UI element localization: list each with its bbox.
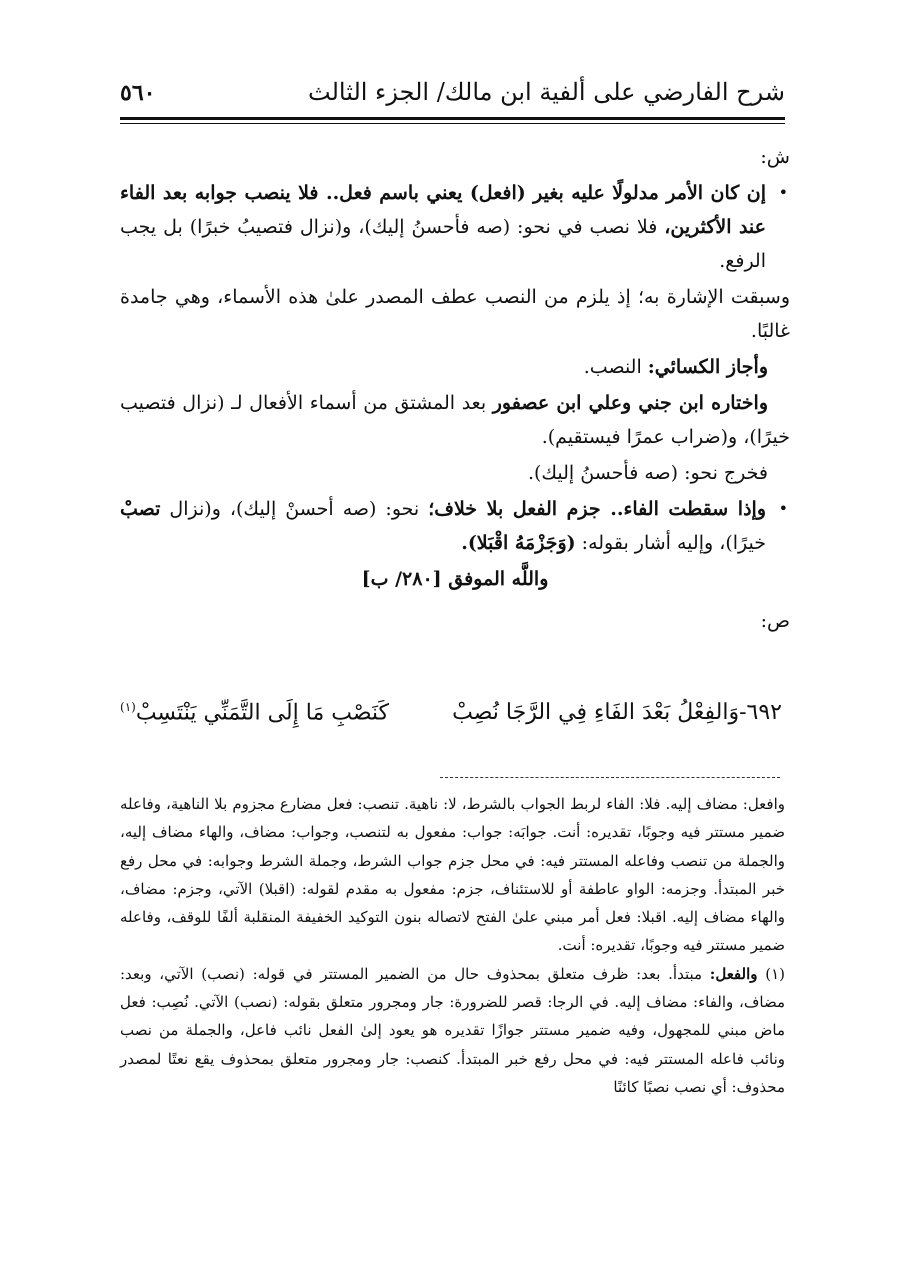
paragraph-3 (120, 386, 790, 454)
footnotes (120, 790, 785, 1101)
bullet-2-bold: وإذا سقطت الفاء.. جزم الفعل بلا خلاف؛ (428, 498, 766, 520)
verse-hemistich-2 (120, 700, 389, 725)
footnote-1 (120, 960, 785, 1101)
footnote-1-text: مبتدأ. بعد: ظرف متعلق بمحذوف حال من الضمير المستتر في قوله: (نصب) الآتي، وبعد: مضاف، والفاء: مضاف إليه. في الرجا: قصر للضرورة: جار ومجرور متعلق بقوله: (نصب) الآتي. نُصِب: فعل ماض مبني للمجهول، وفيه ضمير مستتر جوازًا تقديره هو يعود إلىٰ الفعل نائب فاعل، والجملة من نصب ونائب فاعله المستتر فيه: في محل رفع خبر المبتدأ. كنصب: جار ومجرور متعلق بمحذوف يقع نعتًا لمصدر محذوف: أي نصب نصبًا كائنًا (120, 964, 785, 1096)
closing-line: واللَّه الموفق [٢٨٠/ ب] (361, 568, 549, 590)
bullet-icon: • (778, 183, 788, 202)
paragraph-3-bold: واختاره ابن جني وعلي ابن عصفور (492, 392, 768, 414)
verse-hemistich-2-text: كَنَصْبِ مَا إِلَى التَّمَنِّي يَنْتَسِبْ (135, 700, 390, 726)
bullet-2-bold-word: تصبْ (120, 498, 161, 520)
paragraph-3-text: بعد المشتق من أسماء الأفعال لـ (نزال فتصيب خيرًا)، و(ضراب عمرًا فيستقيم). (120, 392, 790, 448)
running-header (120, 70, 785, 120)
footnote-separator (440, 777, 780, 778)
bullet-1-text: فلا نصب في نحو: (صه فأحسنُ إليك)، و(نزال فتصيبُ خبرًا) بل يجب الرفع. (120, 216, 766, 272)
page-number: ٥٦٠ (120, 80, 156, 106)
verse-hemistich-1: ٦٩٢-وَالفِعْلُ بَعْدَ الفَاءِ فِي الرَّجَا نُصِبْ (452, 700, 782, 725)
bullet-2-text-b: خيرًا)، وإليه أشار بقوله: (575, 532, 766, 554)
commentary-label: ش: (760, 146, 790, 168)
running-title: شرح الفارضي على ألفية ابن مالك/ الجزء الثالث (308, 78, 785, 106)
paragraph-2-bold: وأجاز الكسائي: (647, 356, 768, 378)
paragraph-2 (120, 350, 790, 384)
bullet-paragraph-2 (120, 492, 790, 560)
bullet-1-bold: إن كان الأمر مدلولًا عليه بغير (افعل) يعني باسم فعل.. فلا ينصب جوابه بعد الفاء عند الأكثرين، (120, 182, 767, 238)
bullet-2-text-a: نحو: (صه أحسنْ إليك)، و(نزال (160, 498, 429, 520)
paragraph-1: وسبقت الإشارة به؛ إذ يلزم من النصب عطف المصدر علىٰ هذه الأسماء، وهي جامدة غالبًا. (120, 286, 790, 342)
footnote-continuation: وافعل: مضاف إليه. فلا: الفاء لربط الجواب بالشرط، لا: ناهية. تنصب: فعل مضارع مجزوم بلا الناهية، وفاعله ضمير مستتر فيه وجوبًا، تقديره: أنت. جوابَه: جواب: مفعول به لتنصب، وجواب: مضاف، والهاء مضاف إليه، والجملة من تنصب وفاعله المستتر فيه: في محل جزم جواب الشرط، وجملة الشرط وجوابه: في محل رفع خبر المبتدأ. وجزمه: الواو عاطفة أو للاستئناف، جزم: مفعول به مقدم لقوله: (اقبلا) الآتي، وجزم: مضاف، والهاء مضاف إليه. اقبلا: فعل أمر مبني علىٰ الفتح لاتصاله بنون التوكيد الخفيفة المنقلبة ألفًا للوقف، وفاعله ضمير مستتر فيه وجوبًا، تقديره: أنت. (120, 795, 785, 955)
footnote-marker: (١) (120, 700, 136, 714)
main-text (120, 140, 790, 640)
paragraph-2-text: النصب. (583, 356, 648, 378)
footnote-1-bold: والفعل: (709, 964, 758, 983)
text-label: ص: (760, 610, 790, 632)
header-rule-thick (120, 117, 785, 120)
verse-line (120, 700, 782, 740)
bullet-icon: • (778, 499, 788, 518)
paragraph-4: فخرج نحو: (صه فأحسنُ إليك). (527, 462, 768, 484)
header-rule-thin (120, 123, 785, 124)
footnote-1-number: (١) (765, 964, 786, 983)
bullet-paragraph-1 (120, 176, 790, 278)
bullet-2-quote: (وَجَزْمَهُ اقْبَلا). (461, 532, 576, 554)
